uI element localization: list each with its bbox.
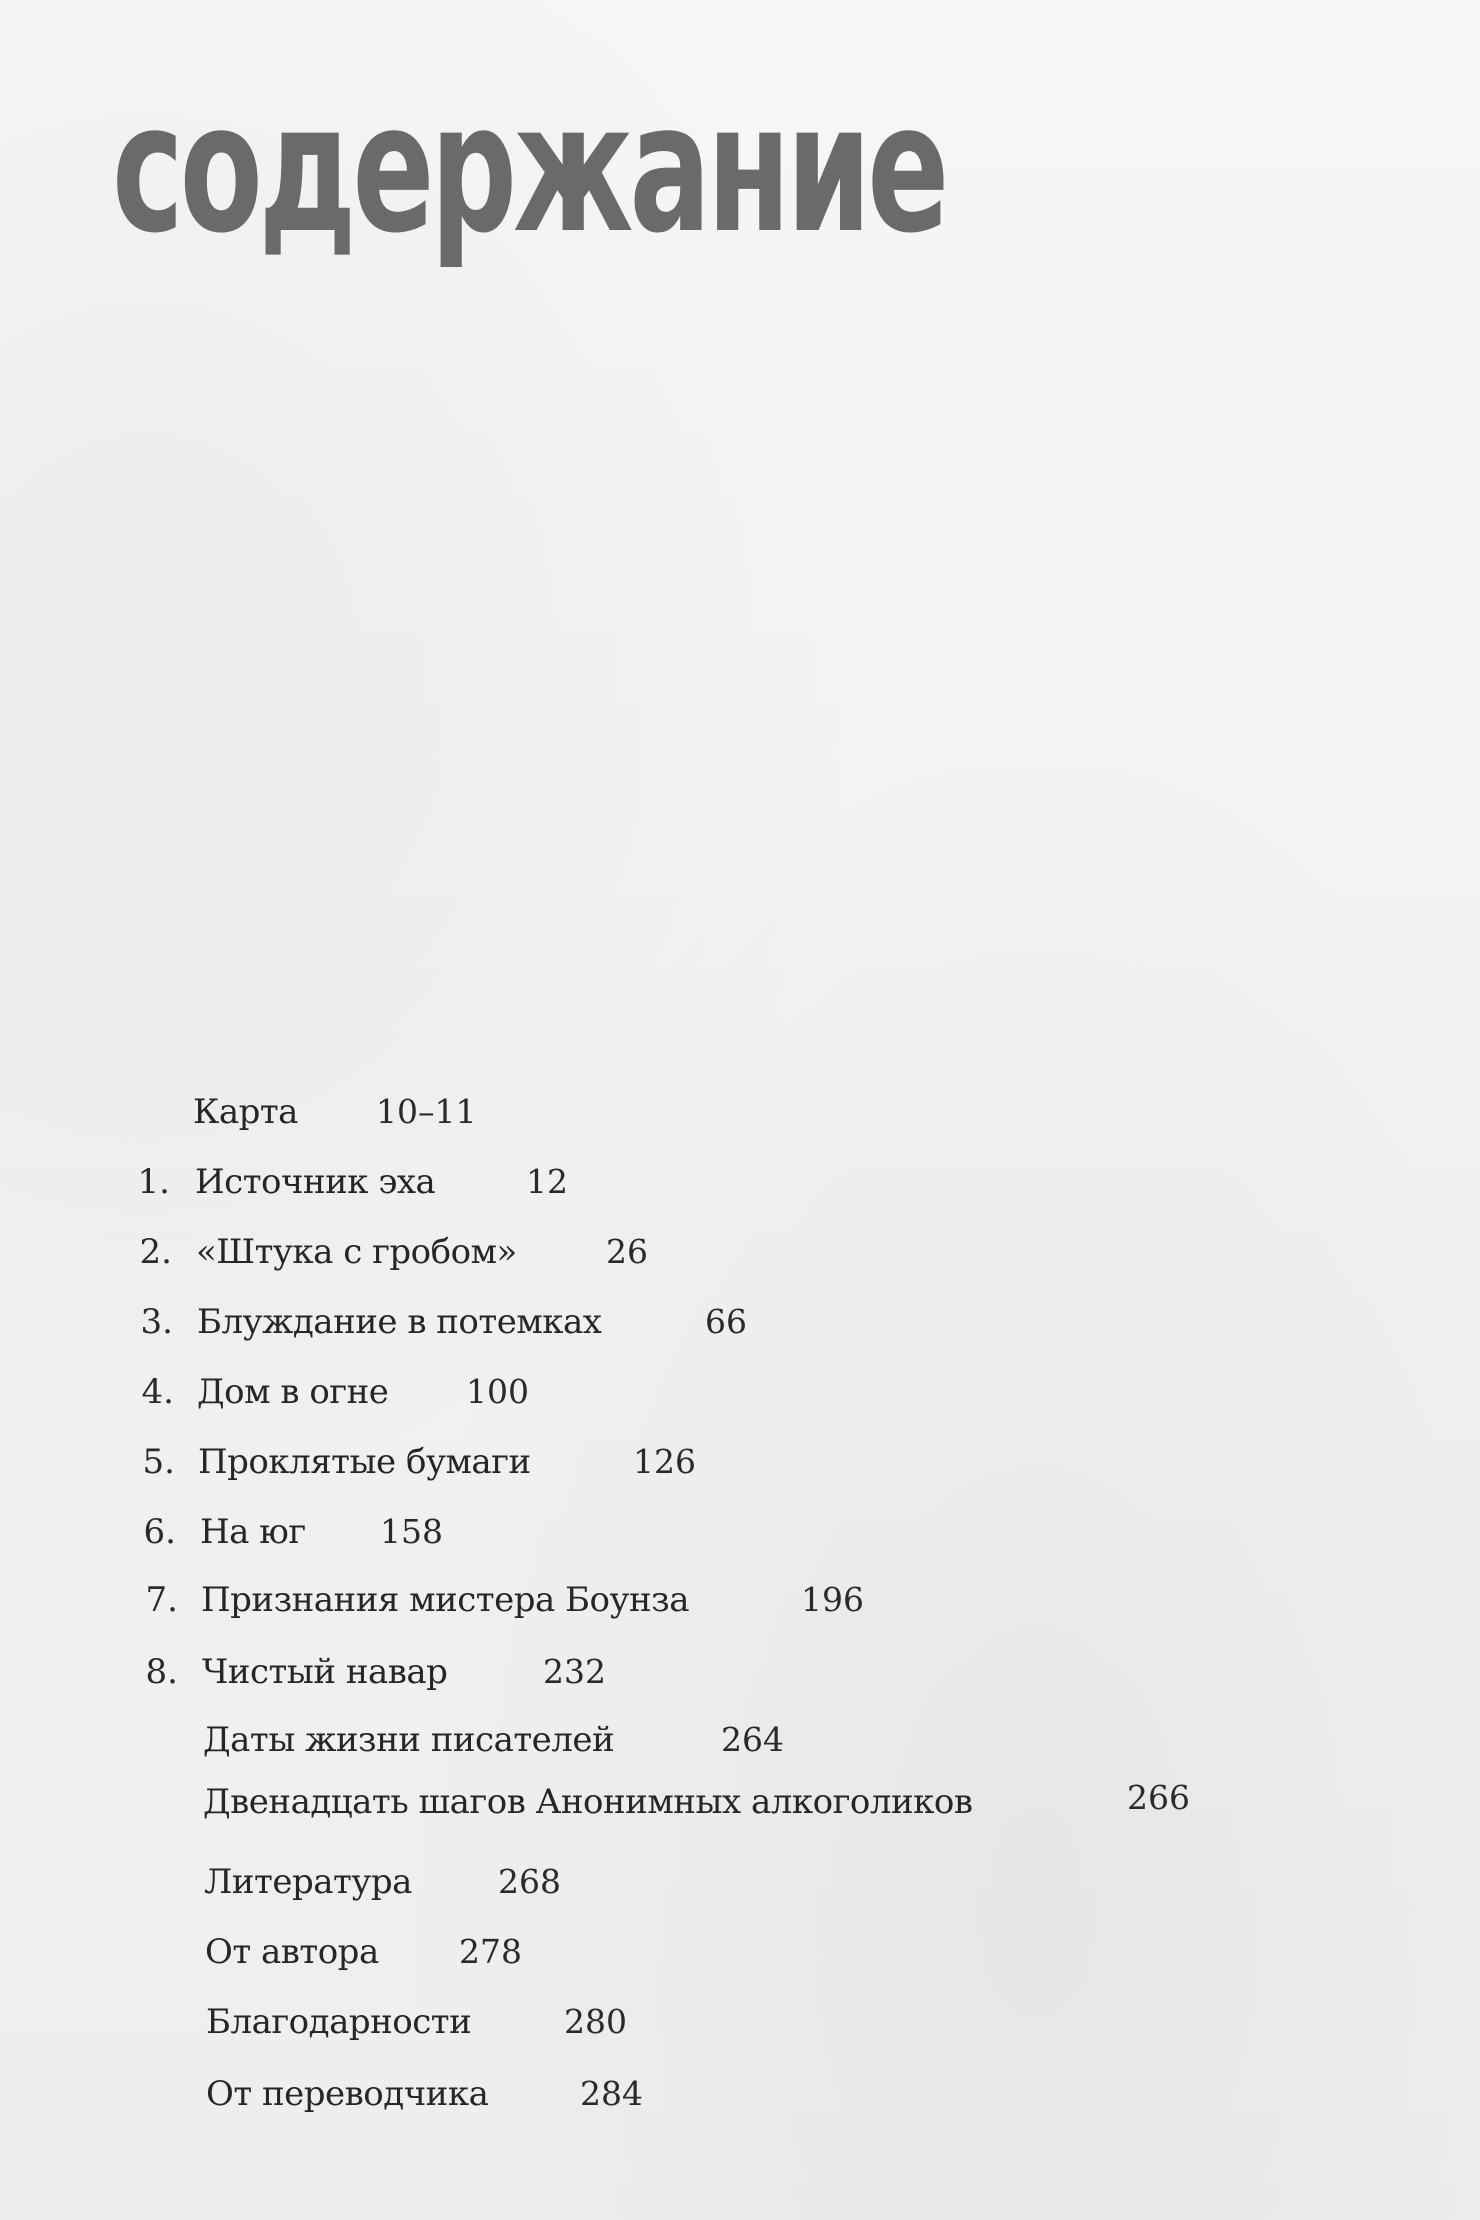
toc-entry-number: 6.: [143, 1512, 176, 1552]
toc-entry-number: 8.: [145, 1652, 178, 1692]
toc-entry-number: 5.: [142, 1442, 175, 1482]
page-title: содержание: [112, 65, 946, 272]
toc-entry-title: Проклятые бумаги: [198, 1442, 531, 1482]
toc-entry-title: От переводчика: [206, 2074, 489, 2114]
toc-entry-page: 12: [526, 1162, 568, 1201]
toc-entry-title: Литература: [204, 1862, 412, 1902]
toc-entry-number: 7.: [145, 1580, 178, 1620]
toc-entry-title: Даты жизни писателей: [203, 1720, 615, 1760]
toc-entry-page: 158: [380, 1512, 443, 1551]
toc-entry-title: Карта: [193, 1092, 298, 1132]
toc-entry-page: 66: [705, 1302, 747, 1341]
toc-entry-page: 100: [466, 1372, 529, 1411]
toc-entry-page: 196: [801, 1580, 864, 1619]
toc-entry-title: Источник эха: [195, 1162, 436, 1202]
toc-entry-title: На юг: [200, 1512, 306, 1552]
toc-entry-page: 126: [633, 1442, 696, 1481]
toc-entry-title: От автора: [205, 1932, 379, 1972]
toc-entry-title: Дом в огне: [197, 1372, 389, 1412]
toc-entry-number: 1.: [137, 1162, 170, 1202]
toc-entry-number: 3.: [140, 1302, 173, 1342]
toc-entry-title: Благодарности: [206, 2002, 472, 2042]
toc-entry-page: 284: [580, 2074, 643, 2113]
toc-entry-page: 26: [606, 1232, 648, 1271]
toc-entry-number: 4.: [141, 1372, 174, 1412]
toc-entry-page: 280: [564, 2002, 627, 2041]
toc-entry-title: Двенадцать шагов Анонимных алкоголиков: [203, 1782, 973, 1822]
toc-entry-title: Признания мистера Боунза: [201, 1580, 689, 1620]
toc-entry-page: 232: [543, 1652, 606, 1691]
toc-entry-page: 266: [1127, 1778, 1190, 1817]
toc-entry-page: 10–11: [376, 1092, 477, 1131]
toc-entry-page: 264: [721, 1720, 784, 1759]
toc-entry-title: «Штука с гробом»: [196, 1232, 517, 1272]
toc-entry-title: Чистый навар: [202, 1652, 448, 1692]
toc-entry-page: 268: [498, 1862, 561, 1901]
toc-entry-page: 278: [459, 1932, 522, 1971]
toc-entry-title: Блуждание в потемках: [197, 1302, 602, 1342]
toc-entry-number: 2.: [139, 1232, 172, 1272]
